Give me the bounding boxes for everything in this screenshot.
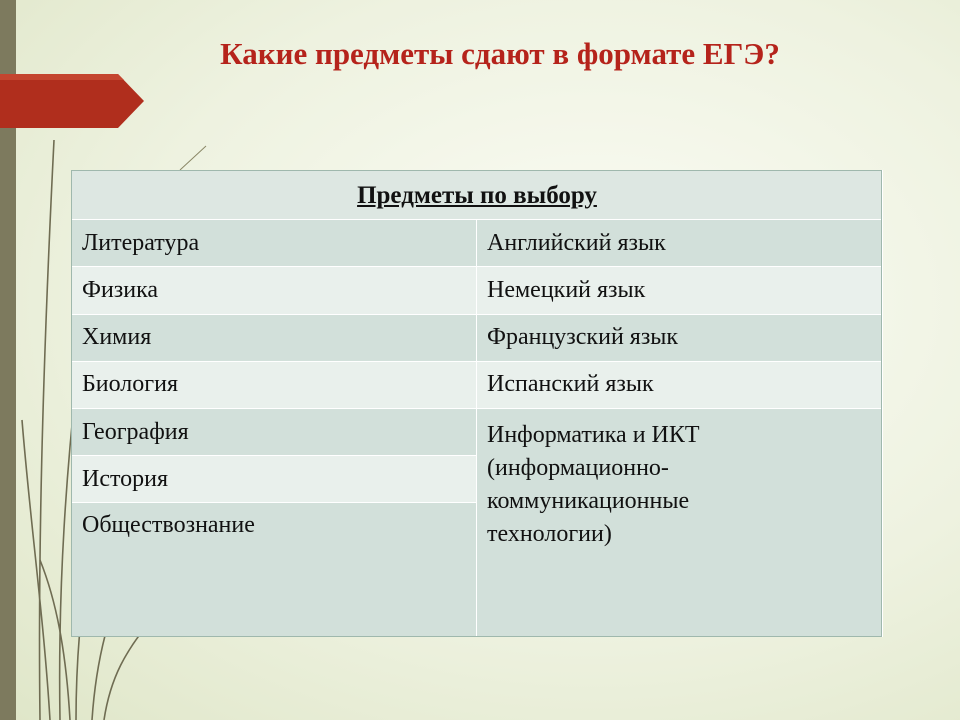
table-row (72, 267, 883, 314)
table-cell: Химия (72, 314, 477, 361)
subjects-table (71, 170, 882, 637)
table-cell: Обществознание (72, 503, 477, 637)
merged-line: технологии) (487, 520, 612, 547)
merged-cell-informatics (477, 408, 883, 636)
table-row (72, 408, 883, 455)
table-row (72, 361, 883, 408)
merged-line: Информатика и ИКТ (487, 421, 700, 448)
table-header: Предметы по выбору (72, 171, 883, 220)
table-cell: Испанский язык (477, 361, 883, 408)
table-cell: Физика (72, 267, 477, 314)
table-cell: География (72, 408, 477, 455)
table-cell: Литература (72, 220, 477, 267)
table-cell: Французский язык (477, 314, 883, 361)
table-cell: Английский язык (477, 220, 883, 267)
slide-title: Какие предметы сдают в формате ЕГЭ? (220, 36, 780, 71)
title-accent-arrow (0, 74, 144, 128)
merged-line: (информационно- (487, 454, 669, 481)
table-cell: Биология (72, 361, 477, 408)
table-cell: Немецкий язык (477, 267, 883, 314)
table-row (72, 314, 883, 361)
table-row (72, 220, 883, 267)
table-cell: История (72, 456, 477, 503)
merged-line: коммуникационные (487, 487, 690, 514)
